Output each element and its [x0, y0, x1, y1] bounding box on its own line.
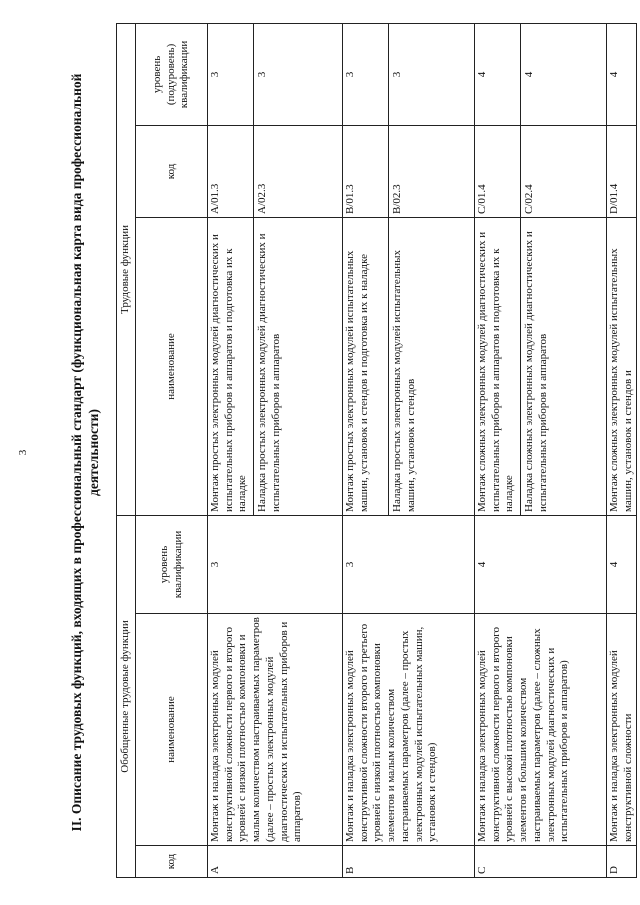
function-level: 3 — [389, 23, 475, 125]
functional-map-table — [116, 23, 637, 878]
header-generalized-functions: Обобщенные трудовые функции — [117, 515, 136, 877]
function-code: B/02.3 — [389, 125, 475, 217]
header-labor-functions: Трудовые функции — [117, 23, 136, 515]
function-name: Монтаж простых электронных модулей испытательных машин, установок и стендов и подготовка их к наладке — [343, 217, 389, 515]
function-level: 3 — [343, 23, 389, 125]
function-name: Наладка простых электронных модулей диагностических и испытательных приборов и аппаратов — [254, 217, 343, 515]
function-level: 4 — [521, 23, 607, 125]
function-code: B/01.3 — [343, 125, 389, 217]
row-code: C — [475, 846, 607, 878]
function-level: 4 — [475, 23, 521, 125]
header-code: код — [136, 846, 208, 878]
function-code: D/01.4 — [607, 125, 637, 217]
header-level: уровень квалификации — [136, 515, 208, 613]
function-name: Монтаж простых электронных модулей диагностических и испытательных приборов и аппаратов и подготовка их к наладке — [208, 217, 254, 515]
function-code: A/02.3 — [254, 125, 343, 217]
header-function-code: код — [136, 125, 208, 217]
row-level: 3 — [343, 515, 475, 613]
header-name: наименование — [136, 614, 208, 846]
function-level: 3 — [208, 23, 254, 125]
function-level: 3 — [254, 23, 343, 125]
header-sublevel: уровень (подуровень) квалификации — [136, 23, 208, 125]
row-code: D — [607, 846, 637, 878]
page-number: 3 — [17, 449, 29, 456]
function-code: C/02.4 — [521, 125, 607, 217]
function-name: Наладка сложных электронных модулей диагностических и испытательных приборов и аппаратов — [521, 217, 607, 515]
row-code: A — [208, 846, 343, 878]
row-name: Монтаж и наладка электронных модулей конструктивной сложности первого и второго уровней с низкой плотностью компоновки и малым количеством настраиваемых параметров (далее – простых электронных модулей диагностических и испытательных приборов и аппаратов) — [208, 614, 343, 846]
function-code: C/01.4 — [475, 125, 521, 217]
row-name: Монтаж и наладка электронных модулей конструктивной сложности первого и второго уровней с высокой плотностью компоновки элементов и большим количеством настраиваемых параметров (далее – сложных электронных модулей диагностических и испытательных приборов и аппаратов) — [475, 614, 607, 846]
row-code: B — [343, 846, 475, 878]
row-name: Монтаж и наладка электронных модулей конструктивной сложности второго и третьего уровней с низкой плотностью компоновки элементов и малым количеством настраиваемых параметров (далее – простых электронных модулей испытательных машин, установок и стендов) — [343, 614, 475, 846]
function-name: Наладка простых электронных модулей испытательных машин, установок и стендов — [389, 217, 475, 515]
section-heading: II. Описание трудовых функций, входящих в профессиональный стандарт (функциональная карта вида профессиональной деятельности) — [69, 73, 101, 832]
function-name: Монтаж сложных электронных модулей испытательных машин, установок и стендов и — [607, 217, 637, 515]
function-level: 4 — [607, 23, 637, 125]
function-name: Монтаж сложных электронных модулей диагностических и испытательных приборов и аппаратов и подготовка их к наладке — [475, 217, 521, 515]
row-level: 4 — [607, 515, 637, 613]
row-name: Монтаж и наладка электронных модулей конструктивной сложности — [607, 614, 637, 846]
row-level: 4 — [475, 515, 607, 613]
header-function-name: наименование — [136, 217, 208, 515]
function-code: A/01.3 — [208, 125, 254, 217]
row-level: 3 — [208, 515, 343, 613]
